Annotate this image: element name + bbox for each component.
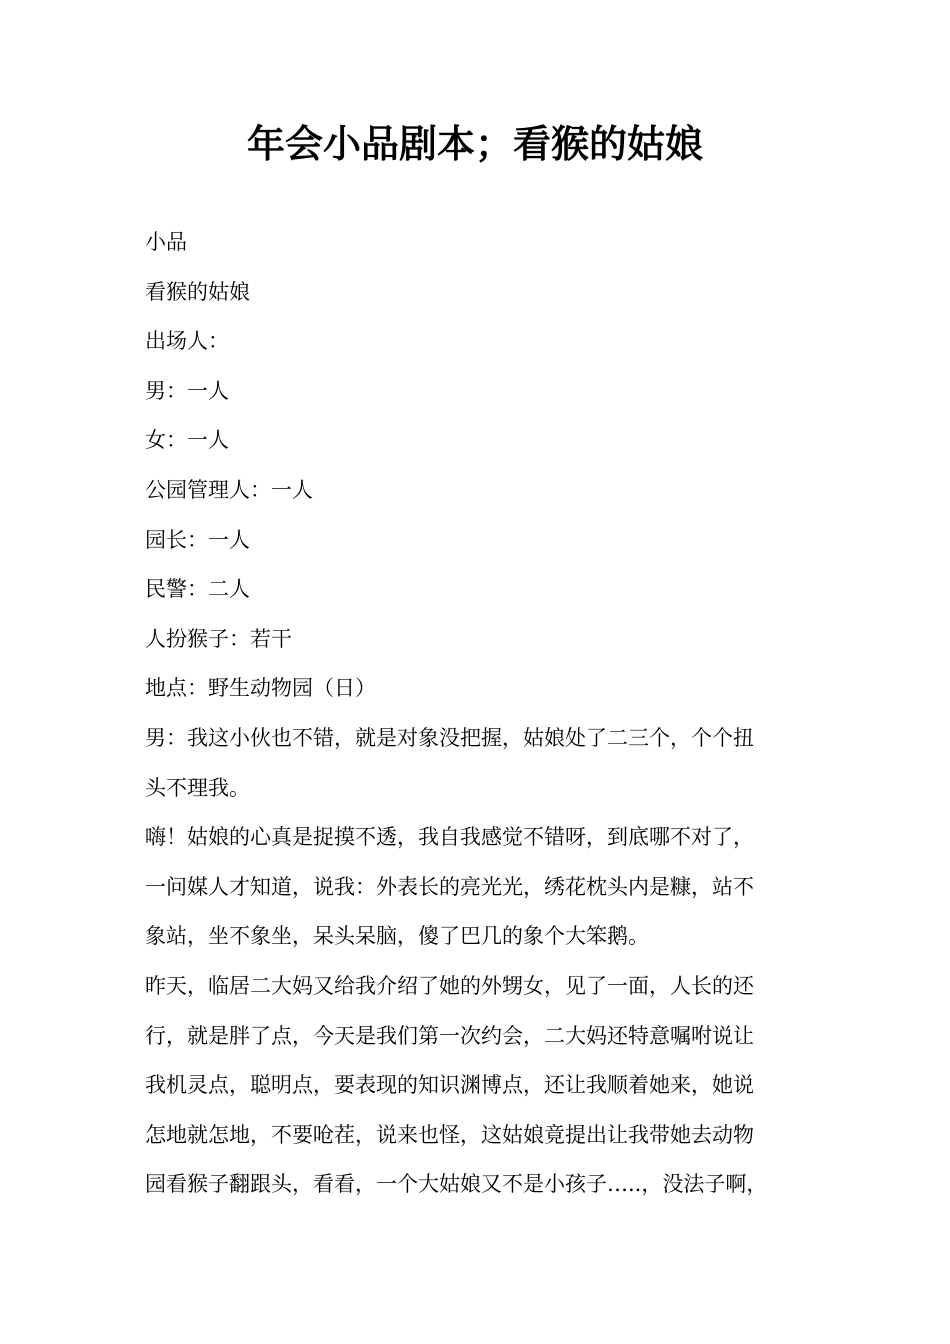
- paragraph-line: 行，就是胖了点，今天是我们第一次约会，二大妈还特意嘱咐说让: [145, 1023, 754, 1048]
- heading-line: 园长：一人: [145, 527, 250, 552]
- heading-line: 公园管理人：一人: [145, 477, 313, 502]
- heading-line: 民警：二人: [145, 577, 250, 602]
- paragraph: [145, 968, 800, 1216]
- heading-line: 看猴的姑娘: [145, 279, 250, 304]
- paragraph-line: 园看猴子翻跟头，看看，一个大姑娘又不是小孩子…..，没法子啊，: [145, 1172, 768, 1197]
- document-title: 年会小品剧本；看猴的姑娘: [246, 121, 703, 166]
- heading-line: 人扮猴子：若干: [145, 626, 292, 651]
- heading-line: 女：一人: [145, 428, 229, 453]
- paragraph-line: 嗨！姑娘的心真是捉摸不透，我自我感觉不错呀，到底哪不对了，: [145, 825, 754, 850]
- paragraph-line: 象站，坐不象坐，呆头呆脑，傻了巴几的象个大笨鹅。: [145, 924, 649, 949]
- paragraph-line: 头不理我。: [145, 775, 250, 800]
- paragraph-line: 怎地就怎地，不要呛茬，说来也怪，这姑娘竟提出让我带她去动物: [145, 1122, 754, 1147]
- paragraph-line: 男：我这小伙也不错，就是对象没把握，姑娘处了二三个，个个扭: [145, 725, 754, 750]
- paragraph-line: 昨天，临居二大妈又给我介绍了她的外甥女，见了一面，人长的还: [145, 973, 754, 998]
- heading-line: 地点：野生动物园（日）: [145, 676, 376, 701]
- heading-line: 男：一人: [145, 378, 229, 403]
- heading-line: 小品: [145, 230, 187, 254]
- paragraph-line: 一问媒人才知道，说我：外表长的亮光光，绣花枕头内是糠，站不: [145, 874, 754, 899]
- paragraph: [145, 720, 800, 819]
- heading-line: 出场人：: [145, 329, 229, 354]
- paragraph-line: 我机灵点，聪明点，要表现的知识渊博点，还让我顺着她来，她说: [145, 1073, 754, 1098]
- paragraph: [145, 819, 800, 968]
- document-body: [145, 224, 800, 1216]
